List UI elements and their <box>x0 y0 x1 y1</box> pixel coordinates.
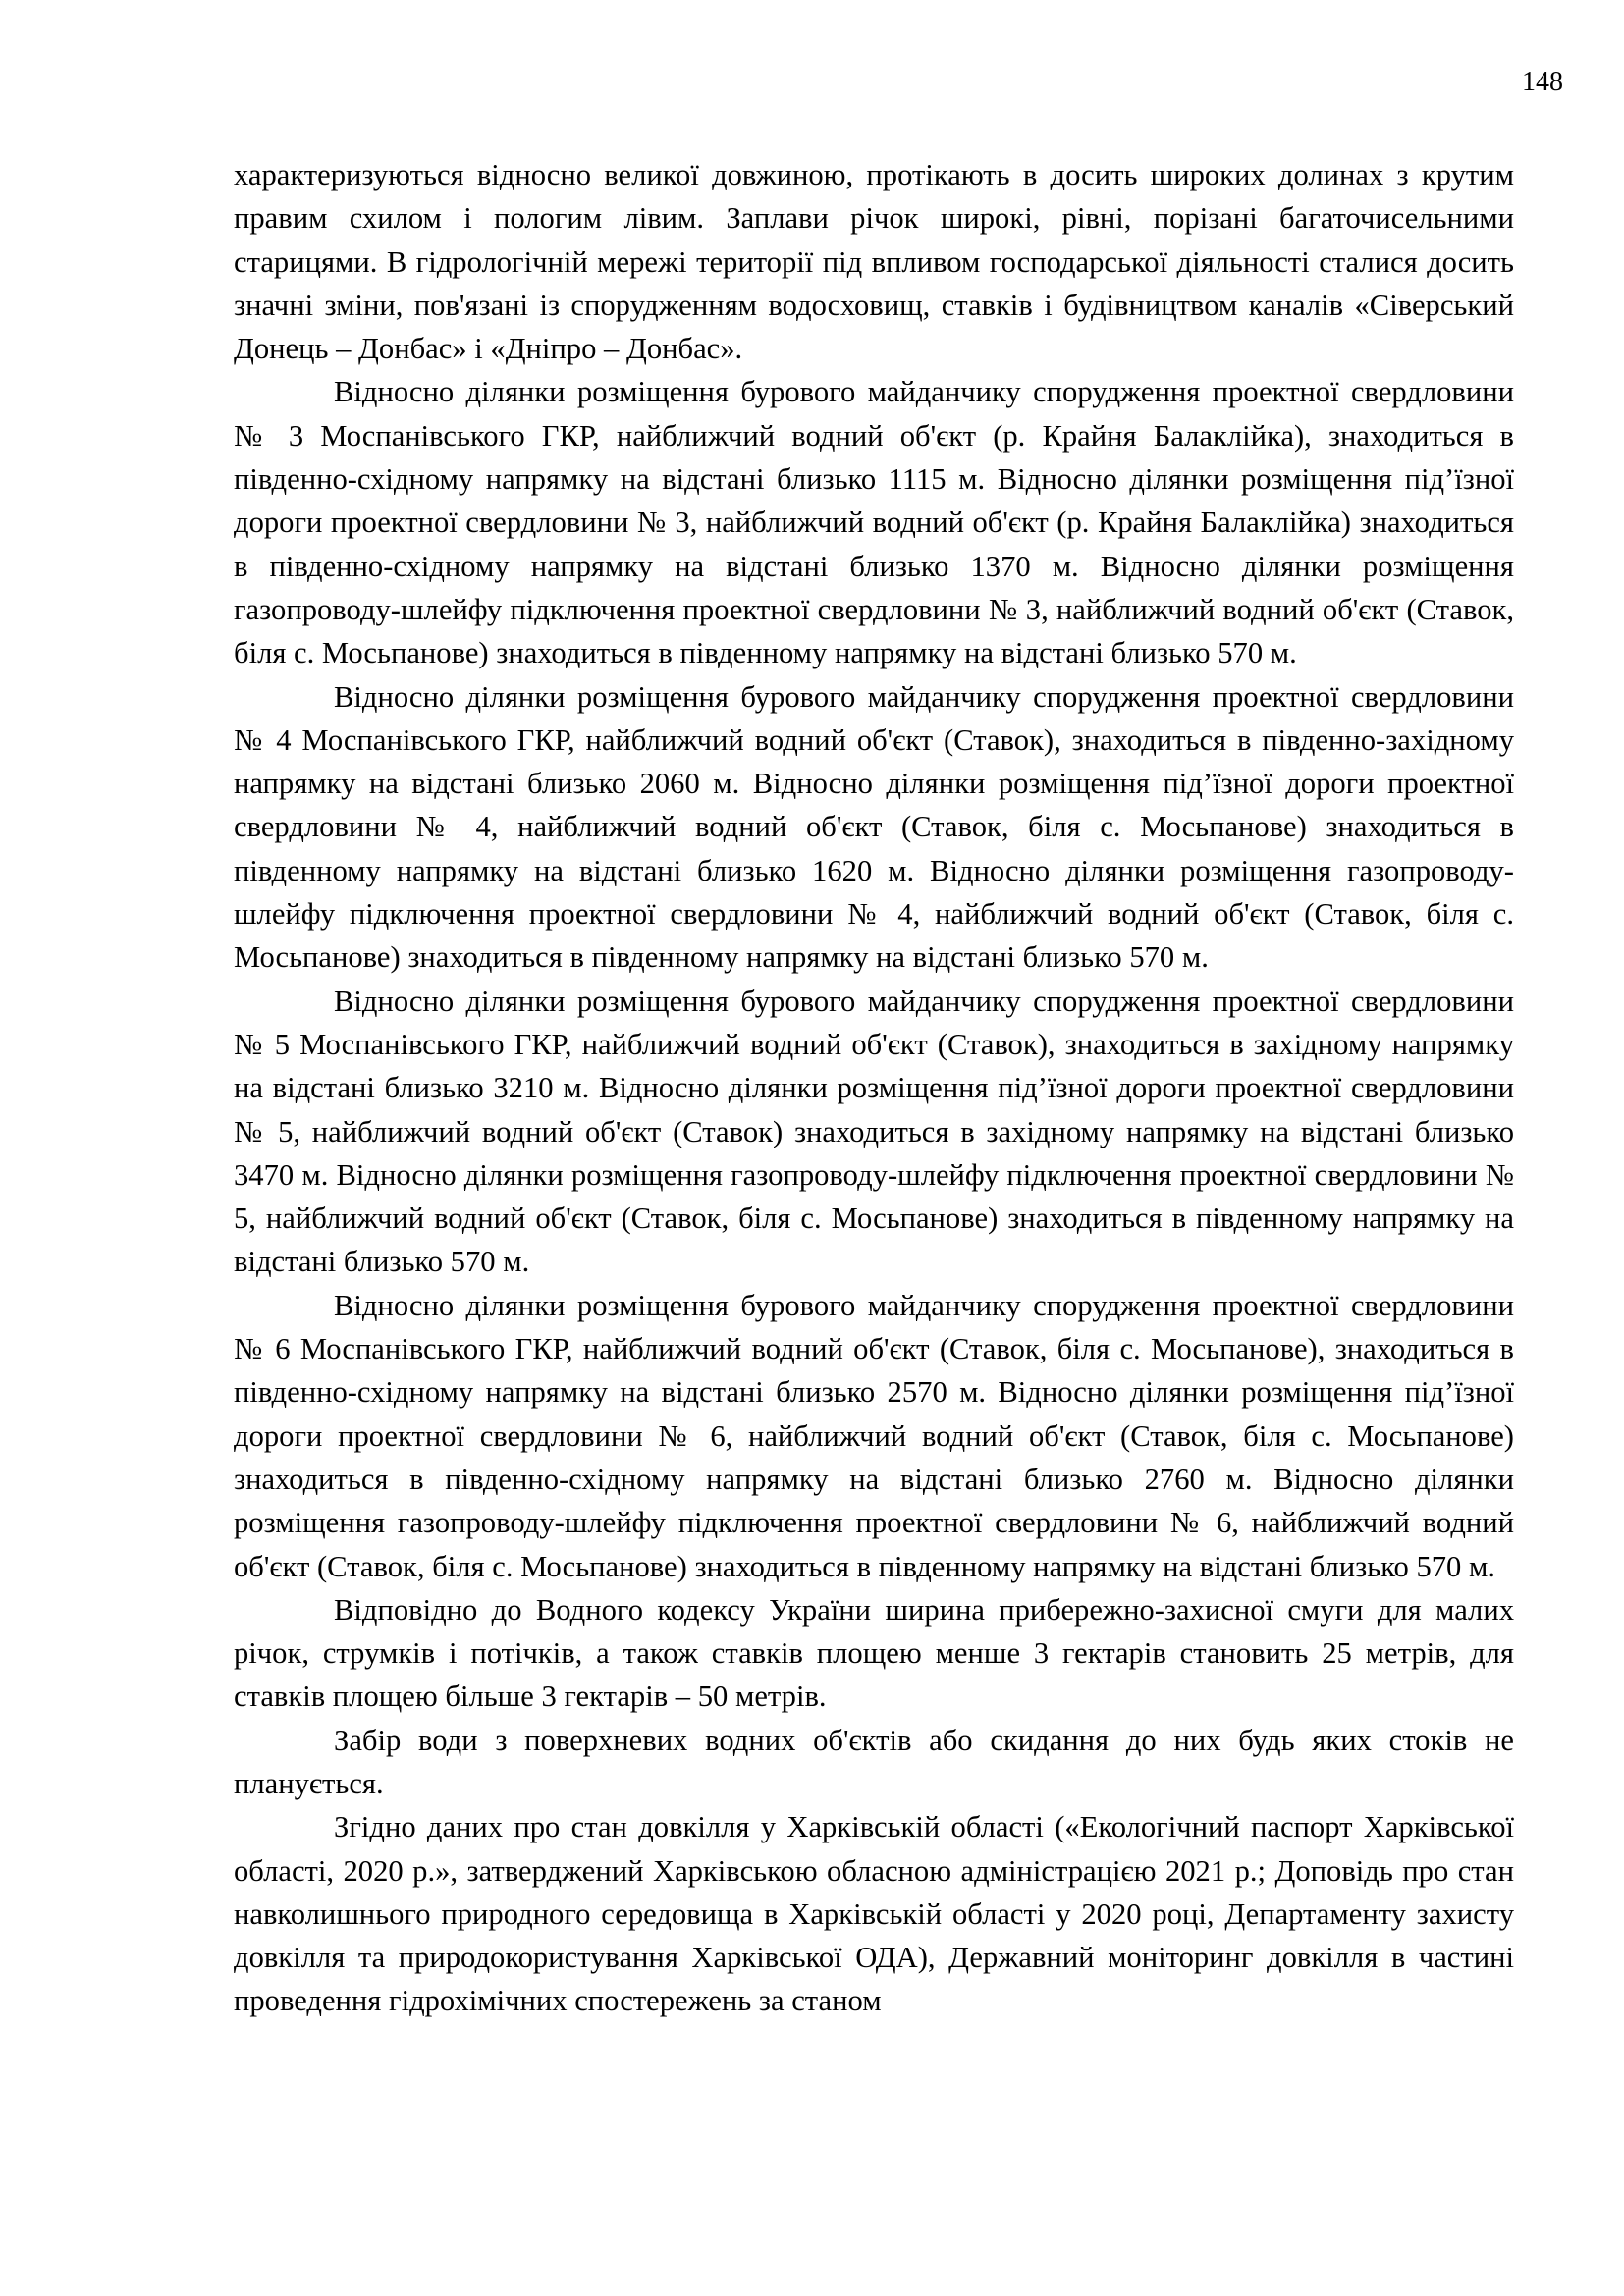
paragraph-well-5: Відносно ділянки розміщення бурового майданчику спорудження проектної свердловини № 5 Моспанівського ГКР, найближчий водний об'єкт (Ставок), знаходиться в західному напрямку на відстані близько 3210 м. Відносно ділянки розміщення під’їзної дороги проектної свердловини № 5, найближчий водний об'єкт (Ставок) знаходиться в західному напрямку на відстані близько 3470 м. Відносно ділянки розміщення газопроводу-шлейфу підключення проектної свердловини № 5, найближчий водний об'єкт (Ставок, біля с. Мосьпанове) знаходиться в південному напрямку на відстані близько 570 м. <box>234 984 1514 1279</box>
page-number: 148 <box>1522 67 1563 97</box>
document-body <box>234 153 1514 2023</box>
paragraph-water-intake: Забір води з поверхневих водних об'єктів або скидання до них будь яких стоків не планується. <box>234 1723 1514 1800</box>
paragraph-well-6: Відносно ділянки розміщення бурового майданчику спорудження проектної свердловини № 6 Моспанівського ГКР, найближчий водний об'єкт (Ставок, біля с. Мосьпанове), знаходиться в південно-східному напрямку на відстані близько 2570 м. Відносно ділянки розміщення під’їзної дороги проектної свердловини № 6, найближчий водний об'єкт (Ставок, біля с. Мосьпанове) знаходиться в південно-східному напрямку на відстані близько 2760 м. Відносно ділянки розміщення газопроводу-шлейфу підключення проектної свердловини № 6, найближчий водний об'єкт (Ставок, біля с. Мосьпанове) знаходиться в південному напрямку на відстані близько 570 м. <box>234 1288 1514 1583</box>
paragraph-water-code: Відповідно до Водного кодексу України ширина прибережно-захисної смуги для малих річок, струмків і потічків, а також ставків площею менше 3 гектарів становить 25 метрів, для ставків площею більше 3 гектарів – 50 метрів. <box>234 1592 1514 1714</box>
paragraph-continuation: характеризуються відносно великої довжиною, протікають в досить широких долинах з крутим правим схилом і пологим лівим. Заплави річок широкі, рівні, порізані багаточисельними старицями. В гідрологічній мережі території під впливом господарської діяльності сталися досить значні зміни, пов'язані із спорудженням водосховищ, ставків і будівництвом каналів «Сіверський Донець – Донбас» і «Дніпро – Донбас». <box>234 158 1514 366</box>
paragraph-well-4: Відносно ділянки розміщення бурового майданчику спорудження проектної свердловини № 4 Моспанівського ГКР, найближчий водний об'єкт (Ставок), знаходиться в південно-західному напрямку на відстані близько 2060 м. Відносно ділянки розміщення під’їзної дороги проектної свердловини № 4, найближчий водний об'єкт (Ставок, біля с. Мосьпанове) знаходиться в південному напрямку на відстані близько 1620 м. Відносно ділянки розміщення газопроводу-шлейфу підключення проектної свердловини № 4, найближчий водний об'єкт (Ставок, біля с. Мосьпанове) знаходиться в південному напрямку на відстані близько 570 м. <box>234 679 1514 975</box>
paragraph-environment-data: Згідно даних про стан довкілля у Харківській області («Екологічний паспорт Харківської області, 2020 р.», затверджений Харківською обласною адміністрацією 2021 р.; Доповідь про стан навколишнього природного середовища в Харківській області у 2020 році, Департаменту захисту довкілля та природокористування Харківської ОДА), Державний моніторинг довкілля в частині проведення гідрохімічних спостережень за станом <box>234 1810 1514 2018</box>
paragraph-well-3: Відносно ділянки розміщення бурового майданчику спорудження проектної свердловини № 3 Моспанівського ГКР, найближчий водний об'єкт (р. Крайня Балаклійка), знаходиться в південно-східному напрямку на відстані близько 1115 м. Відносно ділянки розміщення під’їзної дороги проектної свердловини № 3, найближчий водний об'єкт (р. Крайня Балаклійка) знаходиться в південно-східному напрямку на відстані близько 1370 м. Відносно ділянки розміщення газопроводу-шлейфу підключення проектної свердловини № 3, найближчий водний об'єкт (Ставок, біля с. Мосьпанове) знаходиться в південному напрямку на відстані близько 570 м. <box>234 375 1514 670</box>
